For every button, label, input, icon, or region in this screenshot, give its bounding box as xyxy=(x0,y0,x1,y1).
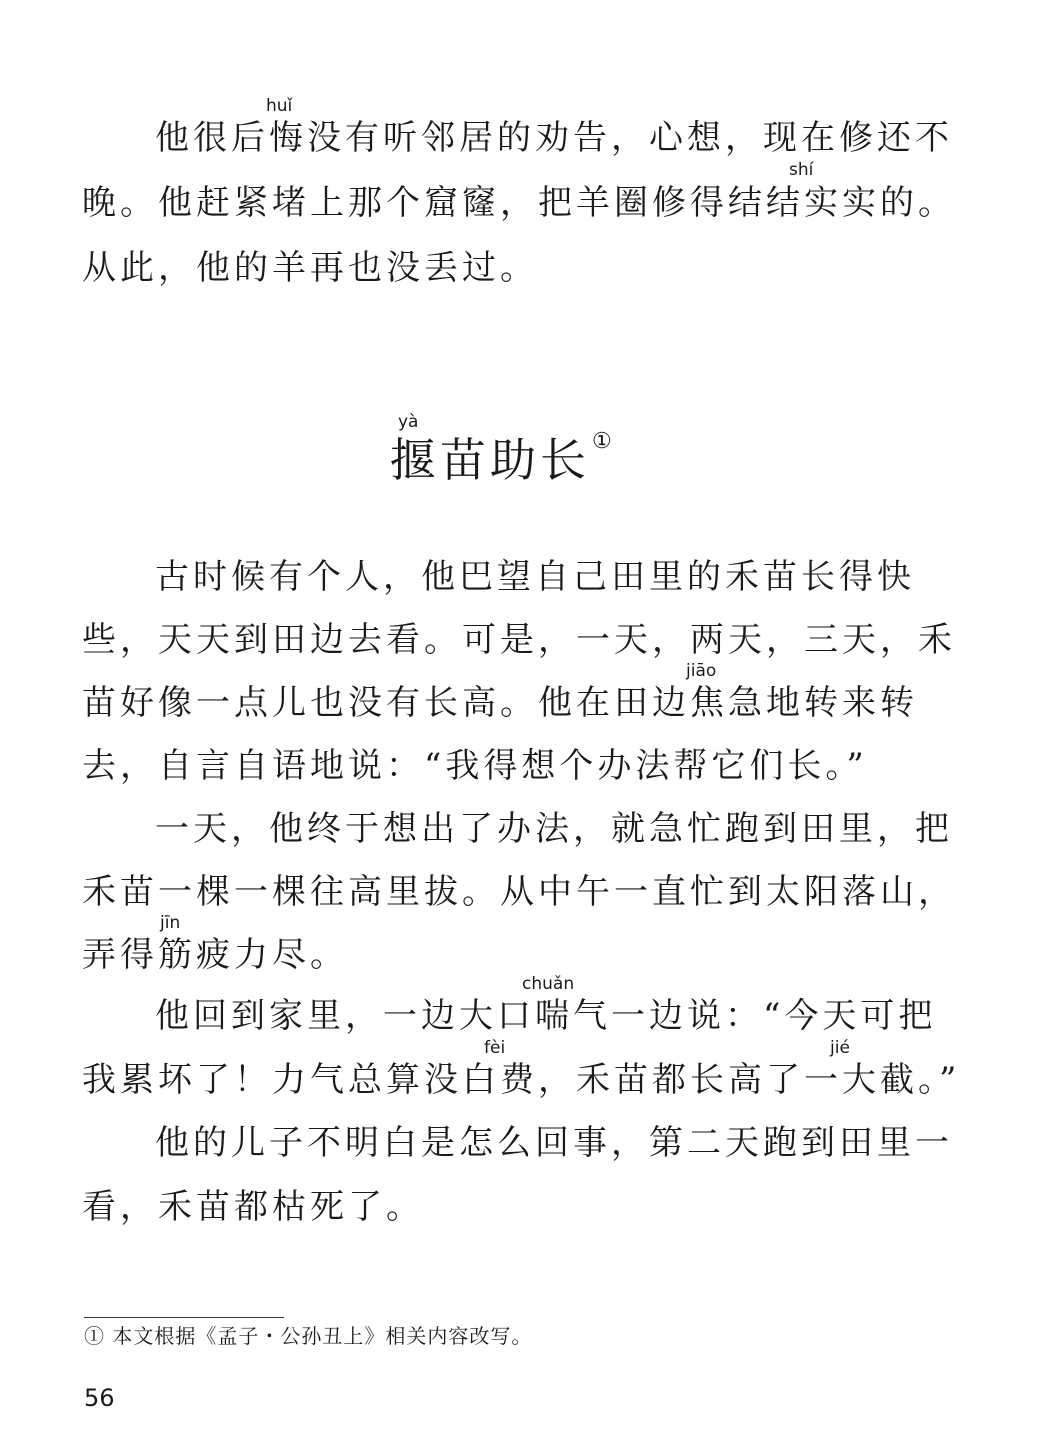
story-line-9: 我累坏了！力气总算没白费，禾苗都长高了一大截。” xyxy=(82,1060,961,1100)
story-line-10: 他的儿子不明白是怎么回事，第二天跑到田里一 xyxy=(155,1123,953,1163)
story-title xyxy=(390,429,612,487)
text-line-1: 他很后悔没有听邻居的劝告，心想，现在修还不 xyxy=(155,118,953,158)
text-line-2: 晚。他赶紧堵上那个窟窿，把羊圈修得结结实实的。 xyxy=(82,183,956,223)
story-line-5: 一天，他终于想出了办法，就急忙跑到田里，把 xyxy=(155,809,953,849)
title-pinyin: yà xyxy=(398,412,419,432)
pinyin-fei: fèi xyxy=(484,1038,506,1058)
pinyin-chuan: chuǎn xyxy=(522,974,575,994)
story-line-7: 弄得筋疲力尽。 xyxy=(82,935,348,975)
story-line-11: 看，禾苗都枯死了。 xyxy=(82,1187,424,1227)
story-line-2: 些，天天到田边去看。可是，一天，两天，三天，禾 xyxy=(82,620,956,660)
story-line-3: 苗好像一点儿也没有长高。他在田边焦急地转来转 xyxy=(82,683,918,723)
pinyin-jiao: jiāo xyxy=(686,661,717,681)
story-line-1: 古时候有个人，他巴望自己田里的禾苗长得快 xyxy=(155,557,915,597)
pinyin-shi: shí xyxy=(789,160,814,180)
footnote: ① 本文根据《孟子・公孙丑上》相关内容改写。 xyxy=(84,1324,533,1348)
footnote-divider xyxy=(84,1317,284,1318)
story-line-4: 去，自言自语地说：“我得想个办法帮它们长。” xyxy=(82,746,868,786)
story-line-8: 他回到家里，一边大口喘气一边说：“今天可把 xyxy=(155,996,937,1036)
title-footnote-marker: ① xyxy=(592,429,612,454)
story-line-6: 禾苗一棵一棵往高里拔。从中午一直忙到太阳落山， xyxy=(82,872,956,912)
pinyin-jie: jié xyxy=(830,1038,850,1058)
page-number: 56 xyxy=(84,1384,115,1412)
story-title-text: 揠苗助长 xyxy=(390,433,590,487)
pinyin-jin: jīn xyxy=(160,913,181,933)
pinyin-hui: huǐ xyxy=(266,96,293,116)
text-line-3: 从此，他的羊再也没丢过。 xyxy=(82,248,538,288)
